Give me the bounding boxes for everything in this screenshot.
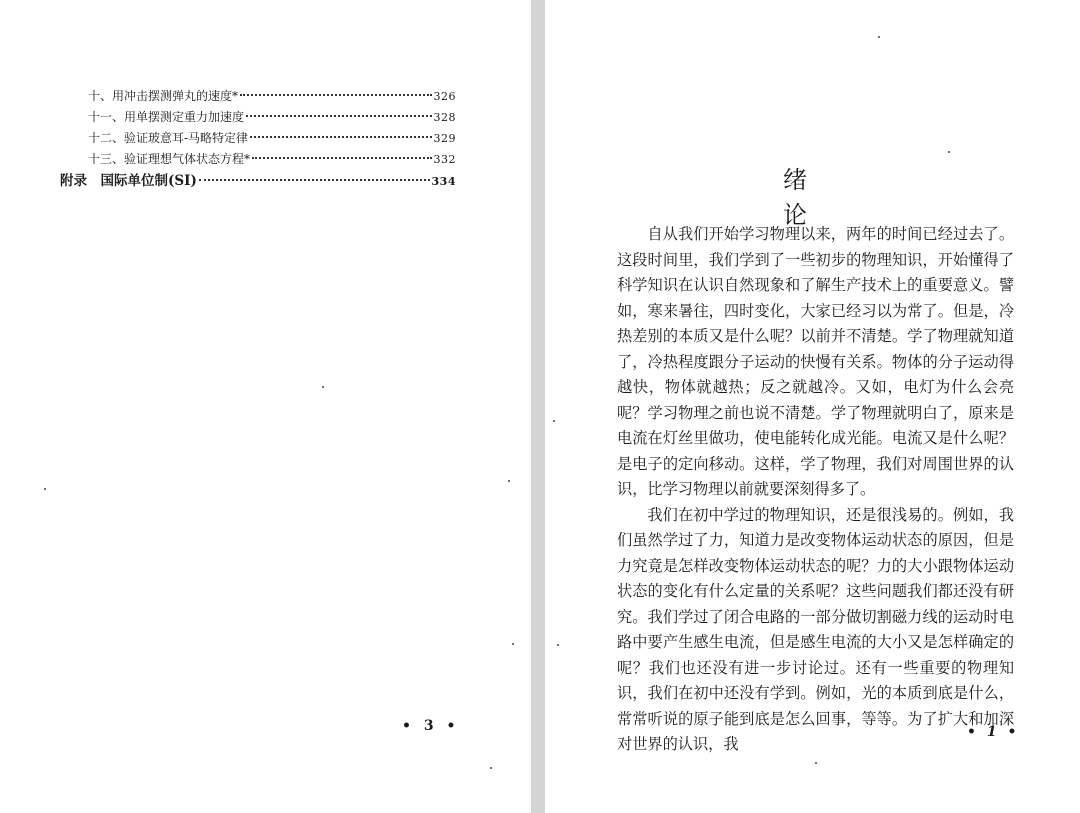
toc-entry-page: 332: [433, 153, 456, 166]
toc-entry-title: 十二、验证玻意耳-马略特定律: [88, 131, 249, 145]
paragraph: 自从我们开始学习物理以来，两年的时间已经过去了。这段时间里，我们学到了一些初步的物理知识，开始懂得了科学知识在认识自然现象和了解生产技术上的重要意义。譬如，寒来暑往，四时变化，大家已经习以为常了。但是，冷热差别的本质又是什么呢？以前并不清楚。学了物理就知道了，冷热程度跟分子运动的快慢有关系。物体的分子运动得越快，物体就越热；反之就越冷。又如，电灯为什么会亮呢？学习物理之前也说不清楚。学了物理就明白了，原来是电流在灯丝里做功，使电能转化成光能。电流又是什么呢？是电子的定向移动。这样，学了物理，我们对周围世界的认识，比学习物理以前就要深刻得多了。: [617, 225, 1014, 498]
scan-speck: [490, 767, 492, 769]
toc-entry-page: 329: [433, 132, 456, 145]
toc-entry-title: 附录 国际单位制(SI): [60, 173, 197, 189]
toc-entry: [88, 128, 456, 148]
toc-entry: [88, 149, 456, 169]
toc-leader-dots: [246, 115, 431, 117]
body-text: [617, 222, 1014, 758]
toc-entry-title: 十一、用单摆测定重力加速度: [88, 110, 245, 124]
scan-speck: [557, 644, 559, 646]
toc-entry: [88, 107, 456, 127]
page-gutter: [531, 0, 545, 813]
page-number: • 3 •: [402, 718, 460, 734]
toc-leader-dots: [252, 157, 431, 159]
toc-entry-page: 328: [433, 111, 456, 124]
chapter-title: 绪论: [783, 166, 847, 229]
toc-entry-title: 十、用冲击摆测弹丸的速度*: [88, 89, 239, 103]
toc-entry-appendix: [60, 171, 456, 191]
paragraph: 我们在初中学过的物理知识，还是很浅易的。例如，我们虽然学过了力，知道力是改变物体运动状态的原因，但是力究竟是怎样改变物体运动状态的呢？力的大小跟物体运动状态的变化有什么定量的关系呢？这些问题我们都还没有研究。我们学过了闭合电路的一部分做切割磁力线的运动时电路中要产生感生电流，但是感生电流的大小又是怎样确定的呢？我们也还没有进一步讨论过。还有一些重要的物理知识，我们在初中还没有学到。例如，光的本质到底是什么，常常听说的原子能到底是怎么回事，等等。为了扩大和加深对世界的认识，我: [617, 505, 1014, 753]
toc-leader-dots: [250, 136, 431, 138]
toc-leader-dots: [240, 94, 431, 96]
toc-entry-page: 326: [433, 90, 456, 103]
scan-speck: [44, 488, 46, 490]
toc-entry-page: 334: [431, 175, 456, 188]
page-number: • 1 •: [967, 724, 1020, 740]
toc-leader-dots: [199, 179, 430, 181]
scan-speck: [948, 151, 950, 153]
toc-entry-title: 十三、验证理想气体状态方程*: [88, 152, 251, 166]
right-page: [545, 0, 1080, 813]
scan-speck: [815, 762, 817, 764]
scan-speck: [878, 36, 880, 38]
scan-speck: [553, 420, 555, 422]
toc-entry: [88, 86, 456, 106]
scan-speck: [322, 386, 324, 388]
scan-speck: [512, 643, 514, 645]
left-page: [0, 0, 531, 813]
scan-speck: [508, 480, 510, 482]
